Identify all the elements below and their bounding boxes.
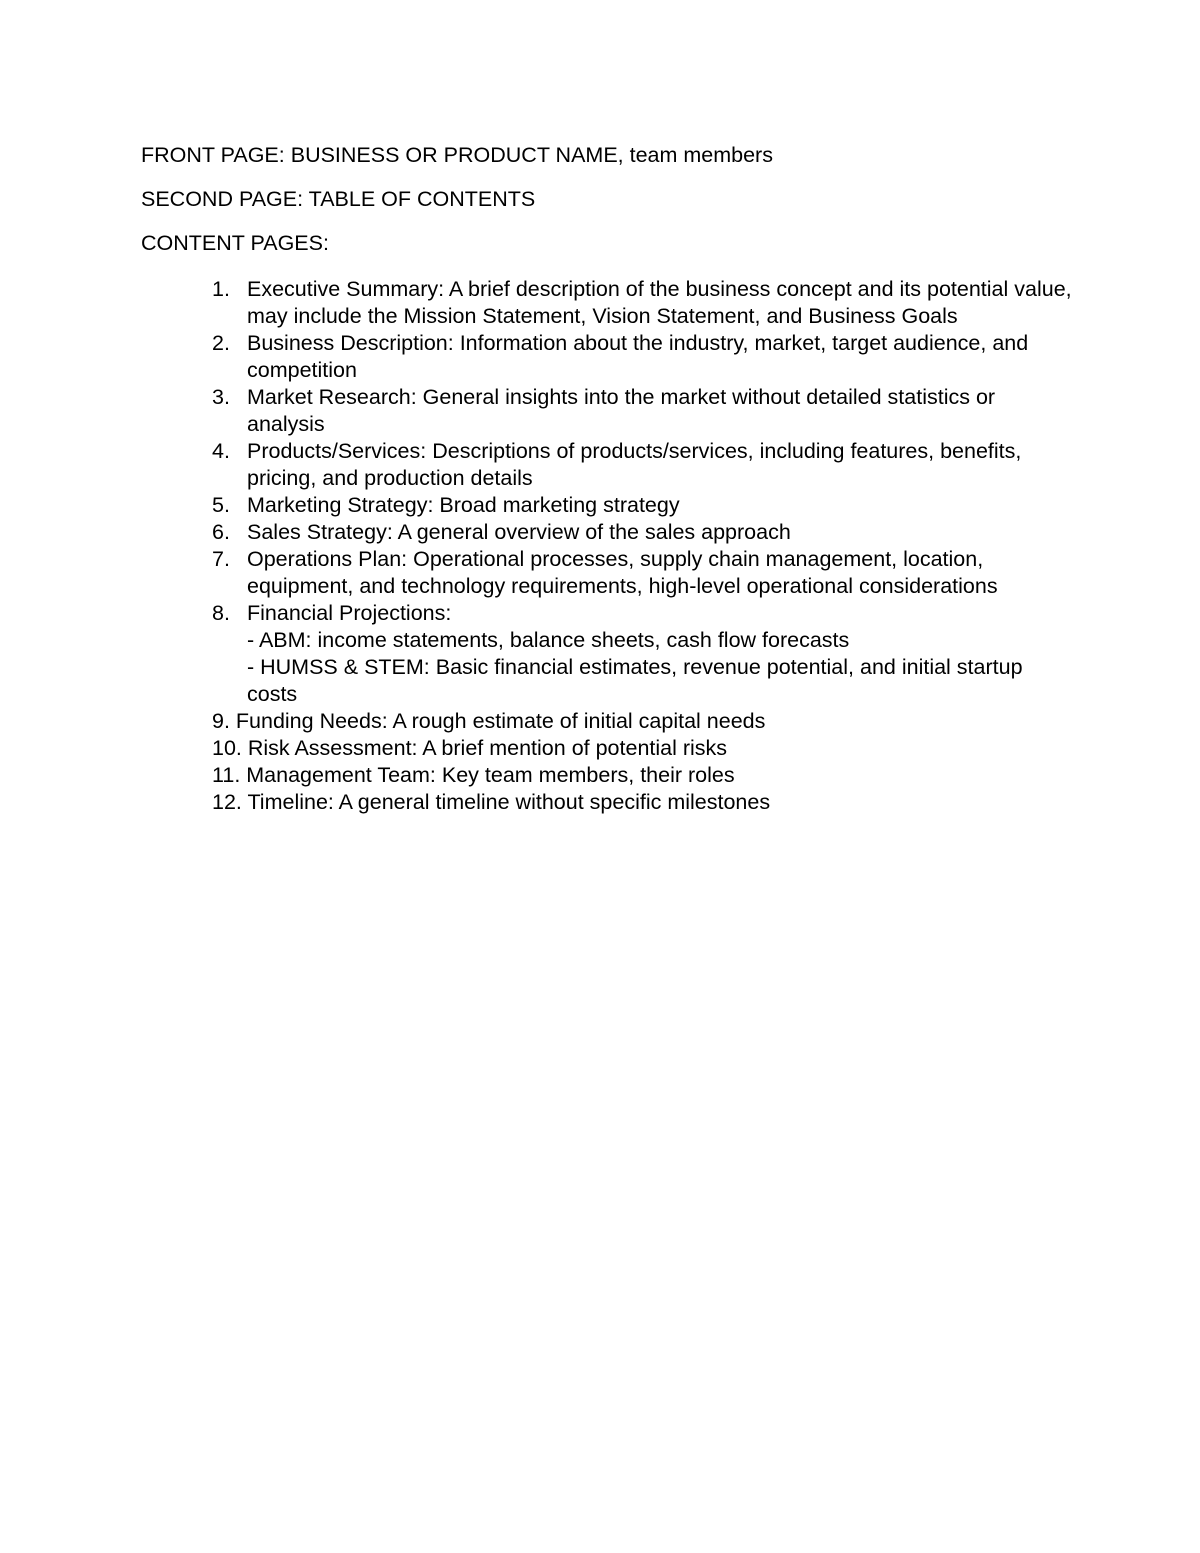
list-item-5	[212, 492, 1072, 519]
list-item-number: 3.	[212, 385, 230, 409]
list-item-7	[212, 546, 1072, 600]
list-item-text: Sales Strategy: A general overview of the sales approach	[247, 520, 791, 544]
list-item-number: 8.	[212, 601, 230, 625]
list-item-1	[212, 276, 1072, 330]
list-item-text: Products/Services: Descriptions of products/services, including features, benefits, pricing, and production details	[247, 439, 1022, 490]
sub-line-abm: - ABM: income statements, balance sheets, cash flow forecasts	[247, 628, 850, 652]
list-item-2	[212, 330, 1072, 384]
list-item-number: 1.	[212, 277, 230, 301]
list-item-text: Executive Summary: A brief description of the business concept and its potential value, may include the Mission Statement, Vision Statement, and Business Goals	[247, 277, 1072, 328]
plain-item-11: 11. Management Team: Key team members, their roles	[212, 763, 735, 787]
list-item-number: 5.	[212, 493, 230, 517]
list-item-number: 7.	[212, 547, 230, 571]
plain-item-12: 12. Timeline: A general timeline without specific milestones	[212, 790, 771, 814]
list-item-6	[212, 519, 1072, 546]
list-item-text: Market Research: General insights into the market without detailed statistics or analysis	[247, 385, 996, 436]
list-item-text: Business Description: Information about the industry, market, target audience, and competition	[247, 331, 1029, 382]
plain-item-9: 9. Funding Needs: A rough estimate of initial capital needs	[212, 709, 766, 733]
list-item-3	[212, 384, 1072, 438]
list-item-text: Marketing Strategy: Broad marketing strategy	[247, 493, 680, 517]
list-item-number: 6.	[212, 520, 230, 544]
list-item-text: Financial Projections:	[247, 601, 452, 625]
second-page-line: SECOND PAGE: TABLE OF CONTENTS	[141, 187, 536, 211]
list-item-number: 4.	[212, 439, 230, 463]
list-item-4	[212, 438, 1072, 492]
front-page-line: FRONT PAGE: BUSINESS OR PRODUCT NAME, team members	[141, 143, 773, 167]
list-item-8	[212, 600, 1072, 708]
list-item-number: 2.	[212, 331, 230, 355]
plain-item-10: 10. Risk Assessment: A brief mention of potential risks	[212, 736, 728, 760]
sub-line-humss-stem: - HUMSS & STEM: Basic financial estimates, revenue potential, and initial startup costs	[247, 655, 1023, 706]
list-item-text: Operations Plan: Operational processes, supply chain management, location, equipment, and technology requirements, high-level operational considerations	[247, 547, 998, 598]
content-pages-heading: CONTENT PAGES:	[141, 231, 329, 255]
list-item-body	[247, 600, 1072, 708]
content-pages-list	[212, 276, 1072, 816]
